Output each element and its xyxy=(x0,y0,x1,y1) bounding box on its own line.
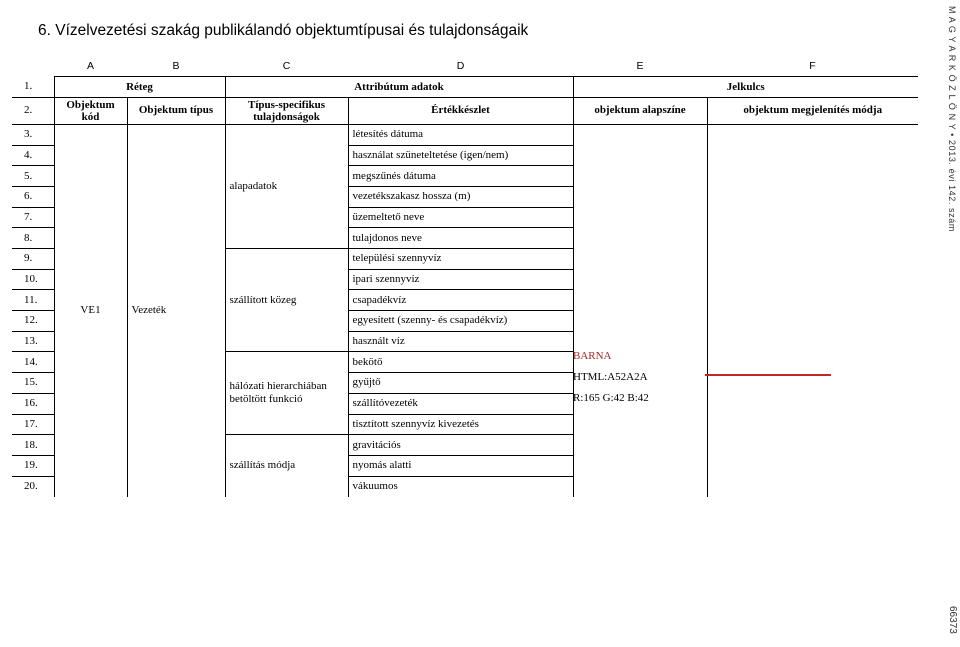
value-cell: vákuumos xyxy=(348,476,573,497)
row-number: 8. xyxy=(12,228,54,249)
group-szallitas-modja: szállítás módja xyxy=(225,435,348,497)
row-number: 18. xyxy=(12,435,54,456)
group-szallitott-kozeg: szállított közeg xyxy=(225,249,348,352)
table-row xyxy=(12,77,918,98)
row-number: 1. xyxy=(12,77,54,98)
table-row xyxy=(12,97,918,124)
object-type-table xyxy=(12,56,918,497)
header-ertekkeszlet: Értékkészlet xyxy=(348,97,573,124)
header-tipus-specifikus: Típus-specifikus tulajdonságok xyxy=(225,97,348,124)
column-letter: E xyxy=(573,56,707,77)
line-style-sample xyxy=(705,374,831,376)
row-number: 20. xyxy=(12,476,54,497)
group-alapadatok: alapadatok xyxy=(225,124,348,248)
page-title: 6. Vízelvezetési szakág publikálandó objektumtípusai és tulajdonságaik xyxy=(38,22,529,39)
value-cell: települési szennyvíz xyxy=(348,249,573,270)
value-cell: megszűnés dátuma xyxy=(348,166,573,187)
color-html: HTML:A52A2A xyxy=(573,371,648,383)
row-number: 17. xyxy=(12,414,54,435)
row-number: 10. xyxy=(12,269,54,290)
header-objektum-kod: Objektum kód xyxy=(54,97,127,124)
row-number: 7. xyxy=(12,207,54,228)
row-number: 5. xyxy=(12,166,54,187)
row-number: 15. xyxy=(12,373,54,394)
column-letter: B xyxy=(127,56,225,77)
row-number: 4. xyxy=(12,145,54,166)
symbol-key xyxy=(573,346,649,409)
row-number: 2. xyxy=(12,97,54,124)
value-cell: tulajdonos neve xyxy=(348,228,573,249)
journal-header: M A G Y A R K Ö Z L Ö N Y • 2013. évi 142. szám xyxy=(947,6,957,232)
value-cell: gyűjtő xyxy=(348,373,573,394)
object-type: Vezeték xyxy=(127,124,225,496)
row-number: 12. xyxy=(12,311,54,332)
group-halozati: hálózati hierarchiában betöltött funkció xyxy=(225,352,348,435)
column-letter: C xyxy=(225,56,348,77)
row-number: 16. xyxy=(12,393,54,414)
value-cell: ipari szennyvíz xyxy=(348,269,573,290)
header-megjelenites: objektum megjelenítés módja xyxy=(707,97,918,124)
color-rgb: R:165 G:42 B:42 xyxy=(573,392,649,404)
value-cell: nyomás alatti xyxy=(348,455,573,476)
header-alapszin: objektum alapszíne xyxy=(573,97,707,124)
value-cell: használt víz xyxy=(348,331,573,352)
row-number: 9. xyxy=(12,249,54,270)
value-cell: gravitációs xyxy=(348,435,573,456)
header-objektum-tipus: Objektum típus xyxy=(127,97,225,124)
header-reteg: Réteg xyxy=(54,77,225,98)
object-code: VE1 xyxy=(54,124,127,496)
color-name: BARNA xyxy=(573,350,612,362)
page-number: 66373 xyxy=(947,606,958,634)
value-cell: üzemeltető neve xyxy=(348,207,573,228)
header-attributum: Attribútum adatok xyxy=(225,77,573,98)
column-letter: A xyxy=(54,56,127,77)
value-cell: tisztított szennyvíz kivezetés xyxy=(348,414,573,435)
column-letter: D xyxy=(348,56,573,77)
value-cell: csapadékvíz xyxy=(348,290,573,311)
value-cell: bekötő xyxy=(348,352,573,373)
row-number: 3. xyxy=(12,124,54,145)
value-cell: használat szüneteltetése (igen/nem) xyxy=(348,145,573,166)
column-letter: F xyxy=(707,56,918,77)
header-jelkulcs: Jelkulcs xyxy=(573,77,918,98)
row-number: 13. xyxy=(12,331,54,352)
table-row xyxy=(12,124,918,145)
value-cell: egyesített (szenny- és csapadékvíz) xyxy=(348,311,573,332)
row-number: 11. xyxy=(12,290,54,311)
value-cell: létesítés dátuma xyxy=(348,124,573,145)
row-number: 14. xyxy=(12,352,54,373)
column-letters-row xyxy=(12,56,918,77)
row-number: 6. xyxy=(12,186,54,207)
row-number: 19. xyxy=(12,455,54,476)
value-cell: vezetékszakasz hossza (m) xyxy=(348,186,573,207)
value-cell: szállítóvezeték xyxy=(348,393,573,414)
